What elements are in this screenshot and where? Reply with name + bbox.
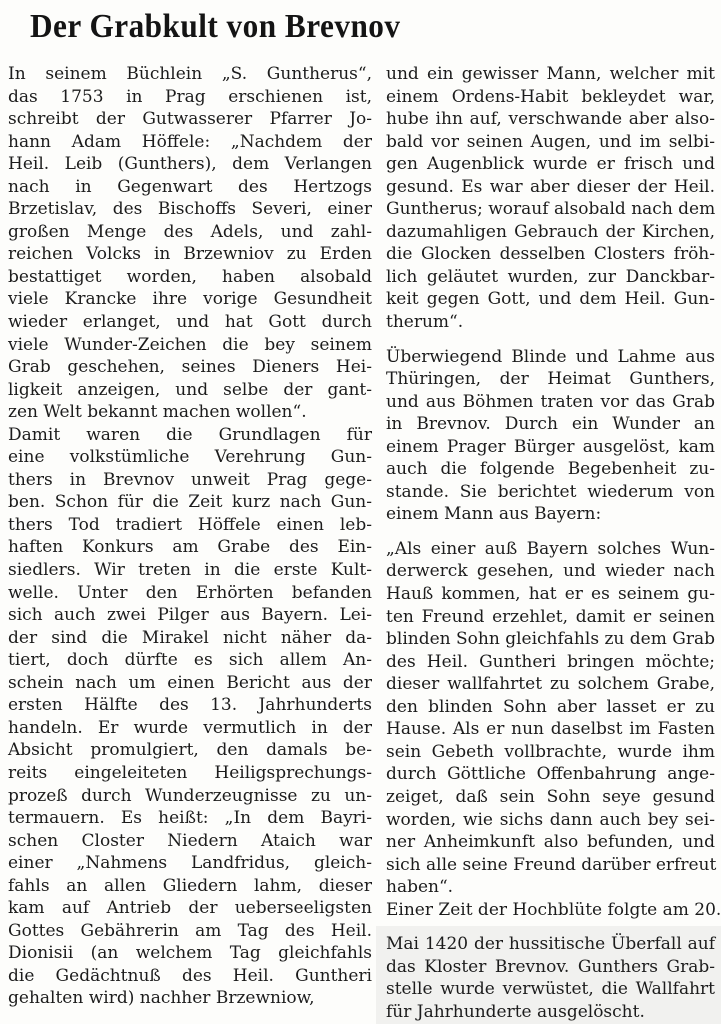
text-line: Thüringen, der Heimat Gunthers, — [386, 369, 715, 390]
text-line: zen Welt bekannt machen wollen“. — [8, 402, 307, 423]
text-line: einem Mann aus Bayern: — [386, 504, 602, 525]
text-line: ten Freund erzehlet, damit er seinen — [386, 606, 715, 627]
text-line: den blinden Sohn aber lasset er zu — [386, 696, 715, 717]
text-line: Mai 1420 der hussitische Überfall auf — [386, 934, 715, 955]
text-line: therum“. — [386, 312, 464, 333]
text-line: schreibt der Gutwasserer Pfarrer Jo- — [8, 109, 372, 130]
text-line: handeln. Er wurde vermutlich in der — [8, 717, 372, 738]
text-line: das 1753 in Prag erschienen ist, — [8, 86, 372, 107]
text-line: wieder erlanget, und hat Gott durch — [8, 312, 372, 333]
paragraph — [386, 63, 715, 334]
text-line: dazumahligen Gebrauch der Kirchen, — [386, 221, 715, 242]
text-line: fahls an allen Gliedern lahm, dieser — [8, 875, 372, 896]
left-column — [8, 63, 372, 1010]
text-line: großen Menge des Adels, und zahl- — [8, 221, 372, 242]
text-line: „Als einer auß Bayern solches Wun- — [386, 538, 715, 559]
text-line: Gottes Gebährerin am Tag des Heil. — [8, 920, 372, 941]
text-line: stelle wurde verwüstet, die Wallfahrt — [386, 979, 715, 1000]
text-line: worden, wie sichs dann auch bey sei- — [386, 809, 715, 830]
text-line: tiert, doch dürfte es sich allem An- — [8, 650, 372, 671]
text-line: hube ihn auf, verschwande aber also- — [386, 109, 715, 130]
text-line: Hauß kommen, hat er es seinem gu- — [386, 584, 715, 605]
text-line: reits eingeleiteten Heiligsprechungs- — [8, 762, 372, 783]
text-line: Dionisii (an welchem Tag gleichfahls — [8, 943, 372, 964]
text-line: Absicht promulgiert, den damals be- — [8, 740, 372, 761]
text-line: kam auf Antrieb der ueberseeligsten — [8, 898, 372, 919]
text-line: haben“. — [386, 877, 454, 898]
text-line: für Jahrhunderte ausgelöscht. — [386, 1001, 645, 1022]
text-line: thers Tod tradiert Höffele einen leb- — [8, 514, 372, 535]
text-line: welle. Unter den Erhörten befanden — [8, 582, 372, 603]
text-line: die Glocken desselben Closters fröh- — [386, 244, 715, 265]
text-line: hann Adam Höffele: „Nachdem der — [8, 131, 372, 152]
text-line: keit gegen Gott, und dem Heil. Gun- — [386, 289, 715, 310]
text-line: stande. Sie berichtet wiederum von — [386, 481, 715, 502]
text-line: Brzetislav, des Bischoffs Severi, einer — [8, 199, 372, 220]
text-line: und ein gewisser Mann, welcher mit — [386, 64, 715, 84]
text-line: viele Krancke ihre vorige Gesundheit — [8, 289, 372, 310]
paragraph-gap — [386, 921, 715, 933]
right-column — [386, 63, 721, 1023]
text-line: und aus Böhmen traten vor das Grab — [386, 391, 715, 412]
text-line: nach in Gegenwart des Hertzogs — [8, 176, 372, 197]
text-line: einer „Nahmens Landfridus, gleich- — [8, 853, 372, 874]
text-line: durch Göttliche Offenbahrung ange- — [386, 764, 715, 785]
paragraph — [8, 63, 372, 424]
text-line: ben. Schon für die Zeit kurz nach Gun- — [8, 492, 372, 513]
text-line: ligkeit anzeigen, und selbe der gant- — [8, 379, 372, 400]
text-line: eine volkstümliche Verehrung Gun- — [8, 447, 372, 468]
text-line: lich geläutet wurden, zur Danckbar- — [386, 266, 715, 287]
paragraph — [386, 538, 721, 921]
text-line: derwerck gesehen, und wieder nach — [386, 561, 715, 582]
text-line: der sind die Mirakel nicht näher da- — [8, 627, 372, 648]
text-line: Hause. Als er nun daselbst im Fasten — [386, 719, 715, 740]
text-line: bestattiget worden, haben alsobald — [8, 266, 372, 287]
text-line: in Brevnov. Durch ein Wunder an — [386, 414, 715, 435]
text-line: zeiget, daß sein Sohn seye gesund — [386, 786, 715, 807]
text-line: prozeß durch Wunderzeugnisse zu un- — [8, 785, 372, 806]
text-line: auch die folgende Begebenheit zu- — [386, 459, 715, 480]
text-line: Guntherus; worauf alsobald nach dem — [386, 199, 716, 220]
text-line: Heil. Leib (Gunthers), dem Verlangen — [8, 154, 372, 175]
text-line: gehalten wird) nachher Brzewniow, — [8, 988, 315, 1009]
text-line: Damit waren die Grundlagen für — [8, 424, 372, 445]
text-line: In seinem Büchlein „S. Guntherus“, — [8, 64, 372, 84]
text-line: ersten Hälfte des 13. Jahrhunderts — [8, 695, 372, 716]
text-line: viele Wunder-Zeichen die bey seinem — [8, 334, 372, 355]
text-line: haften Konkurs am Grabe des Ein- — [8, 537, 372, 558]
paragraph — [8, 424, 372, 1010]
text-line: gesund. Es war aber dieser der Heil. — [386, 176, 715, 197]
paragraph-gap — [386, 526, 715, 538]
text-line: ner Anheimkunft also befunden, und — [386, 832, 715, 853]
article-title: Der Grabkult von Brevnov — [30, 8, 401, 45]
text-line: bald vor seinen Augen, und im selbi- — [386, 131, 715, 152]
paragraph — [386, 933, 715, 1023]
text-line: Grab geschehen, seines Dieners Hei- — [8, 357, 372, 378]
paragraph — [386, 346, 715, 526]
text-line: dieser wallfahrtet zu solchem Grabe, — [386, 674, 715, 695]
text-line: das Kloster Brevnov. Gunthers Grab- — [386, 956, 715, 977]
text-line: schen Closter Niedern Ataich war — [8, 830, 372, 851]
text-line: einem Ordens-Habit bekleydet war, — [386, 86, 715, 107]
text-line: sich alle seine Freund darüber erfreut — [386, 854, 717, 875]
text-line: einem Prager Bürger ausgelöst, kam — [386, 436, 715, 457]
text-line: thers in Brevnov unweit Prag gege- — [8, 469, 372, 490]
text-line: die Gedächtnuß des Heil. Guntheri — [8, 965, 372, 986]
text-line: sich auch zwei Pilger aus Bayern. Lei- — [8, 605, 372, 626]
text-line: schein nach um einen Bericht aus der — [8, 672, 372, 693]
text-line: gen Augenblick wurde er frisch und — [386, 154, 715, 175]
text-line: reichen Volcks in Brzewniov zu Erden — [8, 244, 372, 265]
text-line: blinden Sohn gleichfahls zu dem Grab — [386, 629, 715, 650]
text-line: Einer Zeit der Hochblüte folgte am 20. — [386, 899, 721, 920]
text-line: des Heil. Guntheri bringen möchte; — [386, 651, 715, 672]
text-line: Überwiegend Blinde und Lahme aus — [386, 346, 715, 367]
paragraph-gap — [386, 334, 715, 346]
text-line: siedlers. Wir treten in die erste Kult- — [8, 560, 372, 581]
text-line: termauern. Es heißt: „In dem Bayri- — [8, 808, 372, 829]
text-line: sein Gebeth vollbrachte, wurde ihm — [386, 741, 715, 762]
